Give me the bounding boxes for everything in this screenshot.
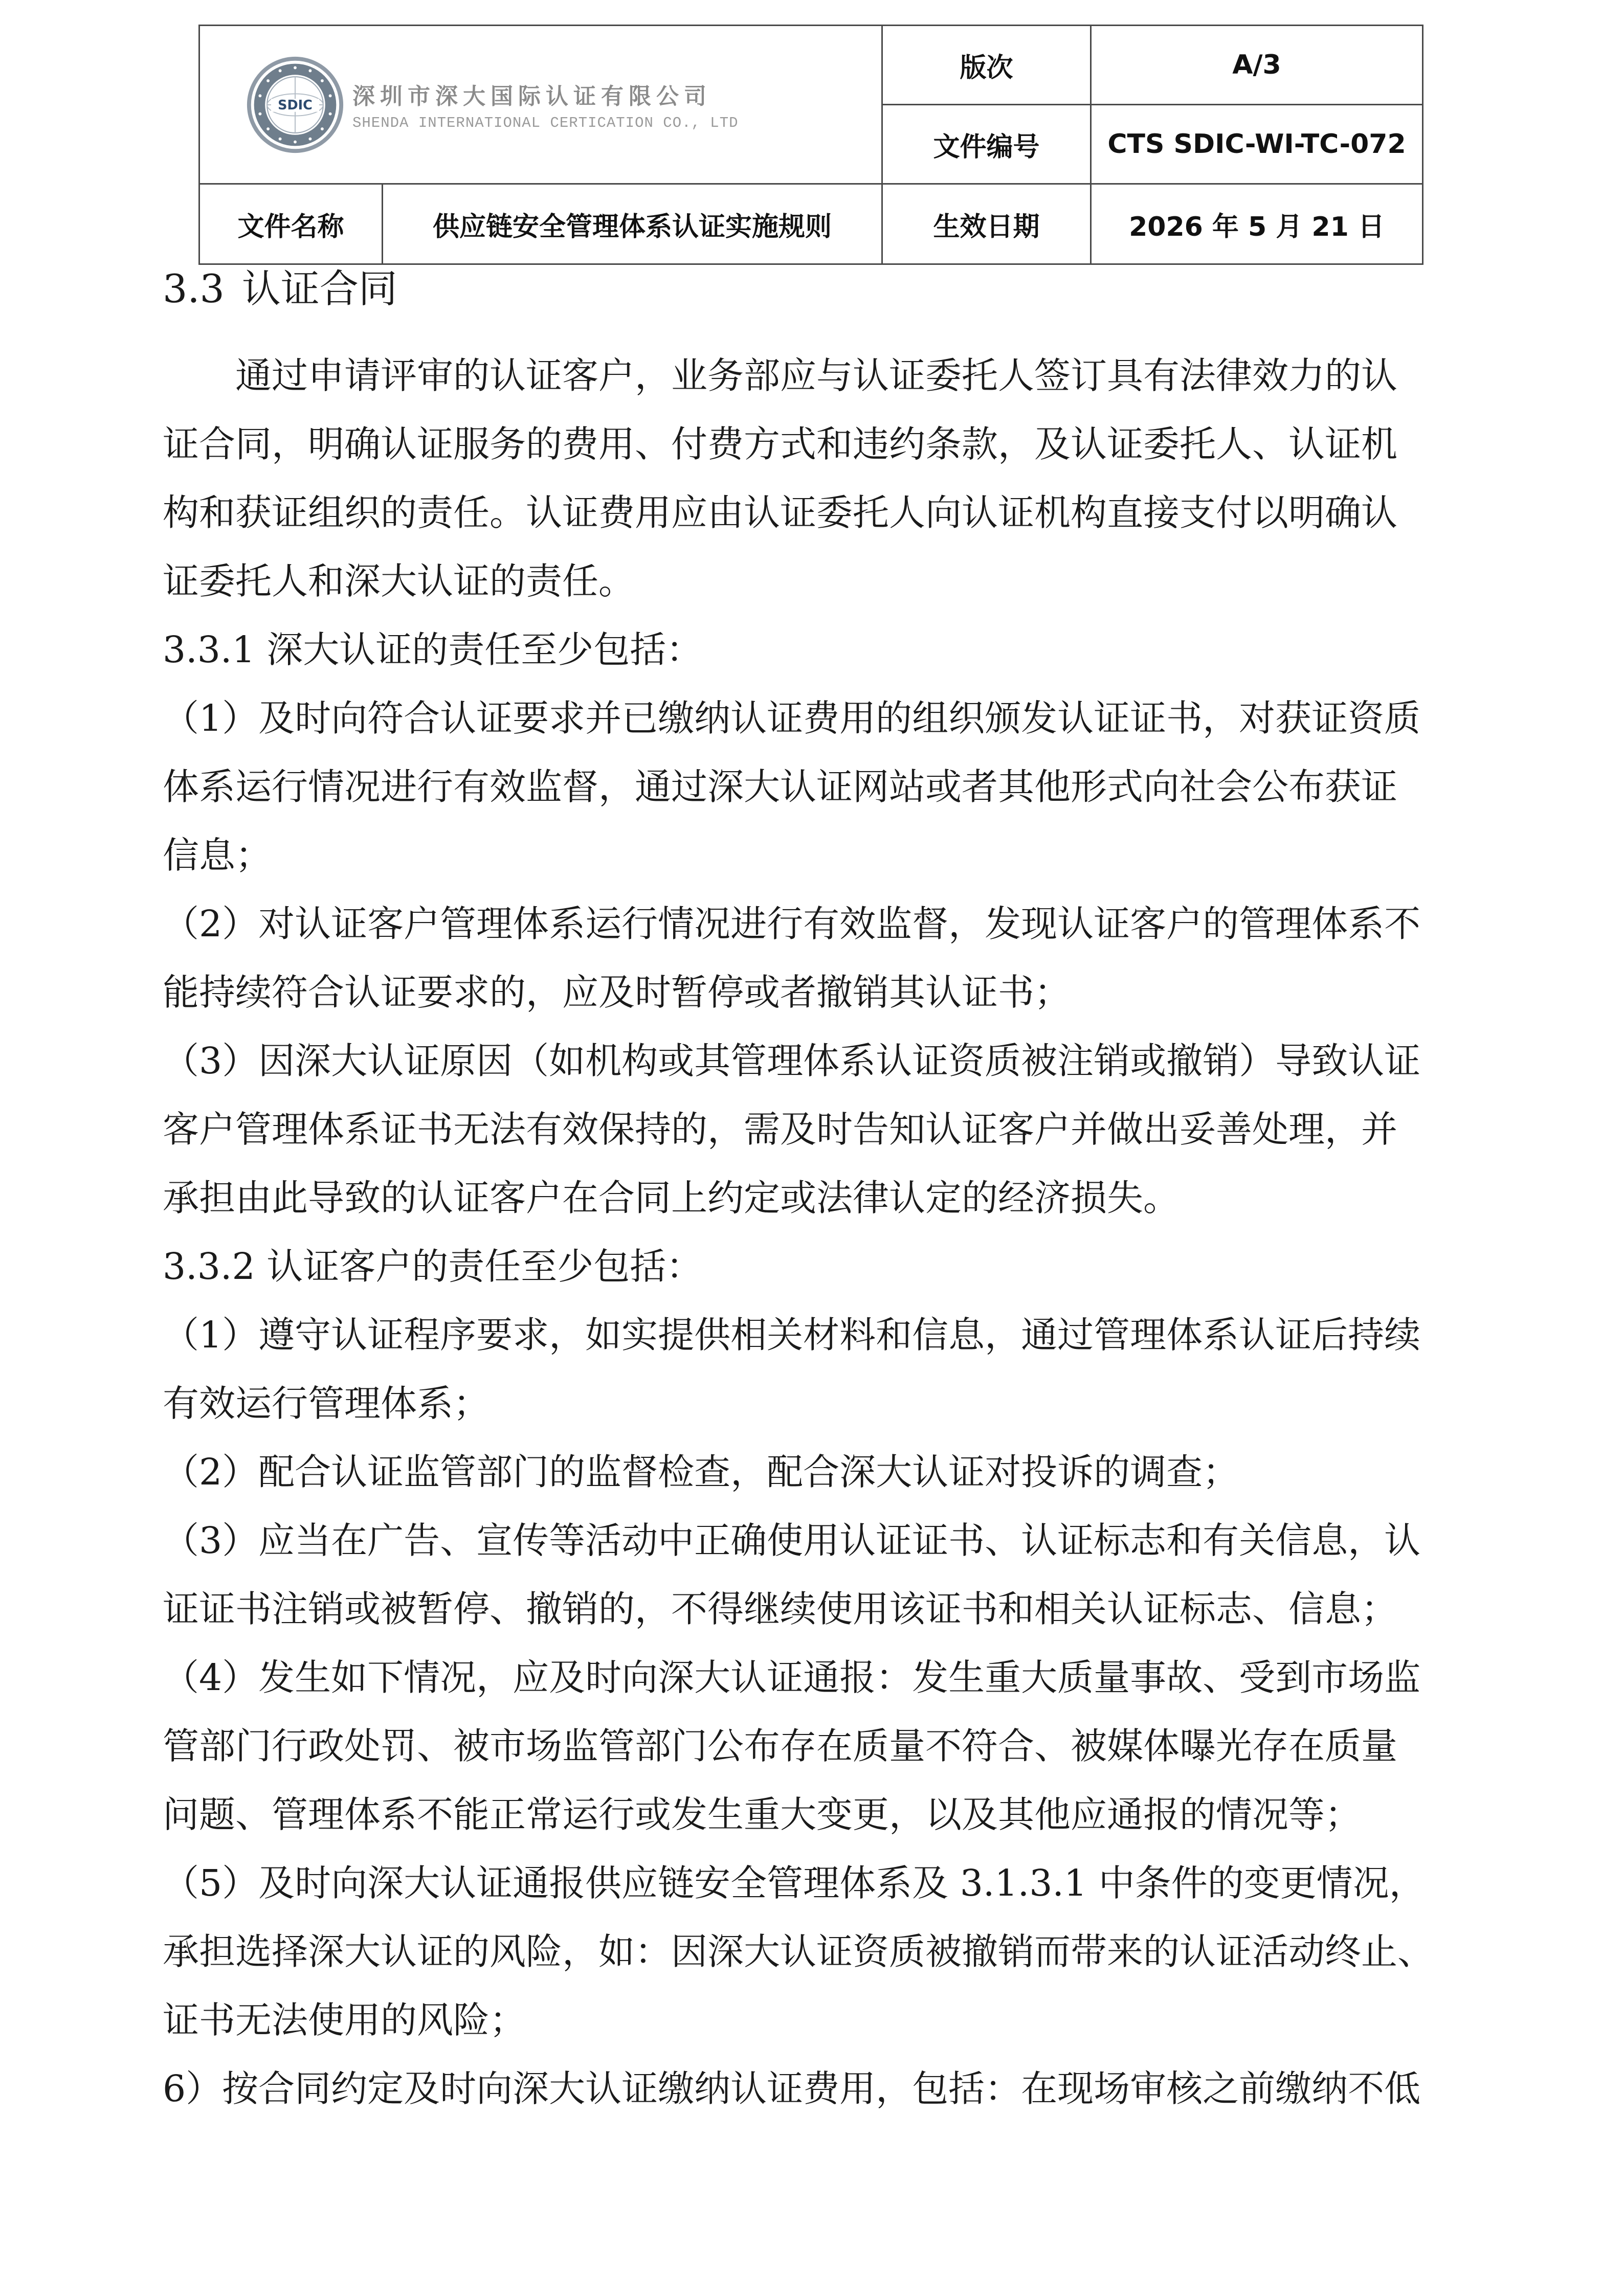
body-line: 承担选择深大认证的风险，如：因深大认证资质被撤销而带来的认证活动终止、 xyxy=(163,1930,1434,1973)
doc-name-label: 文件名称 xyxy=(199,184,383,264)
body-line: 能持续符合认证要求的，应及时暂停或者撤销其认证书； xyxy=(163,971,1071,1014)
body-line: 证委托人和深大认证的责任。 xyxy=(163,560,635,602)
company-seal-icon xyxy=(245,55,345,155)
body-line: 有效运行管理体系； xyxy=(163,1382,490,1425)
doc-number-value: CTS SDIC-WI-TC-072 xyxy=(1091,105,1423,184)
body-line: （1）遵守认证程序要求，如实提供相关材料和信息，通过管理体系认证后持续 xyxy=(163,1314,1421,1356)
body-line: 体系运行情况进行有效监督，通过深大认证网站或者其他形式向社会公布获证 xyxy=(163,766,1398,808)
effective-date-label: 生效日期 xyxy=(882,184,1091,264)
version-value: A/3 xyxy=(1091,26,1423,105)
body-line: 通过申请评审的认证客户，业务部应与认证委托人签订具有法律效力的认 xyxy=(163,354,1398,397)
body-line: （2）配合认证监管部门的监督检查，配合深大认证对投诉的调查； xyxy=(163,1451,1239,1493)
body-line: 问题、管理体系不能正常运行或发生重大变更，以及其他应通报的情况等； xyxy=(163,1793,1362,1836)
body-line: （2）对认证客户管理体系运行情况进行有效监督，发现认证客户的管理体系不 xyxy=(163,903,1421,945)
section-number: 3.3 xyxy=(163,266,225,311)
section-heading xyxy=(163,251,1475,327)
body-line: 证合同，明确认证服务的费用、付费方式和违约条款，及认证委托人、认证机 xyxy=(163,423,1398,465)
body-line: （3）应当在广告、宣传等活动中正确使用认证证书、认证标志和有关信息，认 xyxy=(163,1519,1421,1562)
doc-name-value: 供应链安全管理体系认证实施规则 xyxy=(383,184,882,264)
company-logo-cell xyxy=(199,26,882,184)
body-line: 构和获证组织的责任。认证费用应由认证委托人向认证机构直接支付以明确认 xyxy=(163,491,1398,534)
seal-logo-text: SDIC xyxy=(278,97,313,113)
body-line: 管部门行政处罚、被市场监管部门公布存在质量不符合、被媒体曝光存在质量 xyxy=(163,1725,1398,1767)
body-line: （5）及时向深大认证通报供应链安全管理体系及 3.1.3.1 中条件的变更情况， xyxy=(163,1862,1426,1904)
body-line: 承担由此导致的认证客户在合同上约定或法律认定的经济损失。 xyxy=(163,1177,1180,1219)
body-line: 6）按合同约定及时向深大认证缴纳认证费用，包括：在现场审核之前缴纳不低 xyxy=(163,2067,1421,2110)
body-line: 信息； xyxy=(163,834,272,876)
company-name-cn: 深圳市深大国际认证有限公司 xyxy=(352,83,711,109)
doc-number-label: 文件编号 xyxy=(882,105,1091,184)
company-name-en: SHENDA INTERNATIONAL CERTICATION CO., LTD xyxy=(352,115,739,131)
document-body xyxy=(163,251,1475,2123)
body-line: （3）因深大认证原因（如机构或其管理体系认证资质被注销或撤销）导致认证 xyxy=(163,1040,1421,1082)
section-title: 认证合同 xyxy=(241,266,397,311)
subsection-heading: 3.3.1 深大认证的责任至少包括： xyxy=(163,628,703,671)
body-line: 证证书注销或被暂停、撤销的，不得继续使用该证书和相关认证标志、信息； xyxy=(163,1588,1398,1630)
body-line: （4）发生如下情况，应及时向深大认证通报：发生重大质量事故、受到市场监 xyxy=(163,1656,1421,1699)
subsection-heading: 3.3.2 认证客户的责任至少包括： xyxy=(163,1245,703,1288)
body-line: （1）及时向符合认证要求并已缴纳认证费用的组织颁发认证证书，对获证资质 xyxy=(163,697,1421,739)
body-line: 证书无法使用的风险； xyxy=(163,1999,526,2041)
version-label: 版次 xyxy=(882,26,1091,105)
effective-date-value: 2026 年 5 月 21 日 xyxy=(1091,184,1423,264)
body-line: 客户管理体系证书无法有效保持的，需及时告知认证客户并做出妥善处理，并 xyxy=(163,1108,1398,1151)
document-header-table xyxy=(198,25,1423,265)
